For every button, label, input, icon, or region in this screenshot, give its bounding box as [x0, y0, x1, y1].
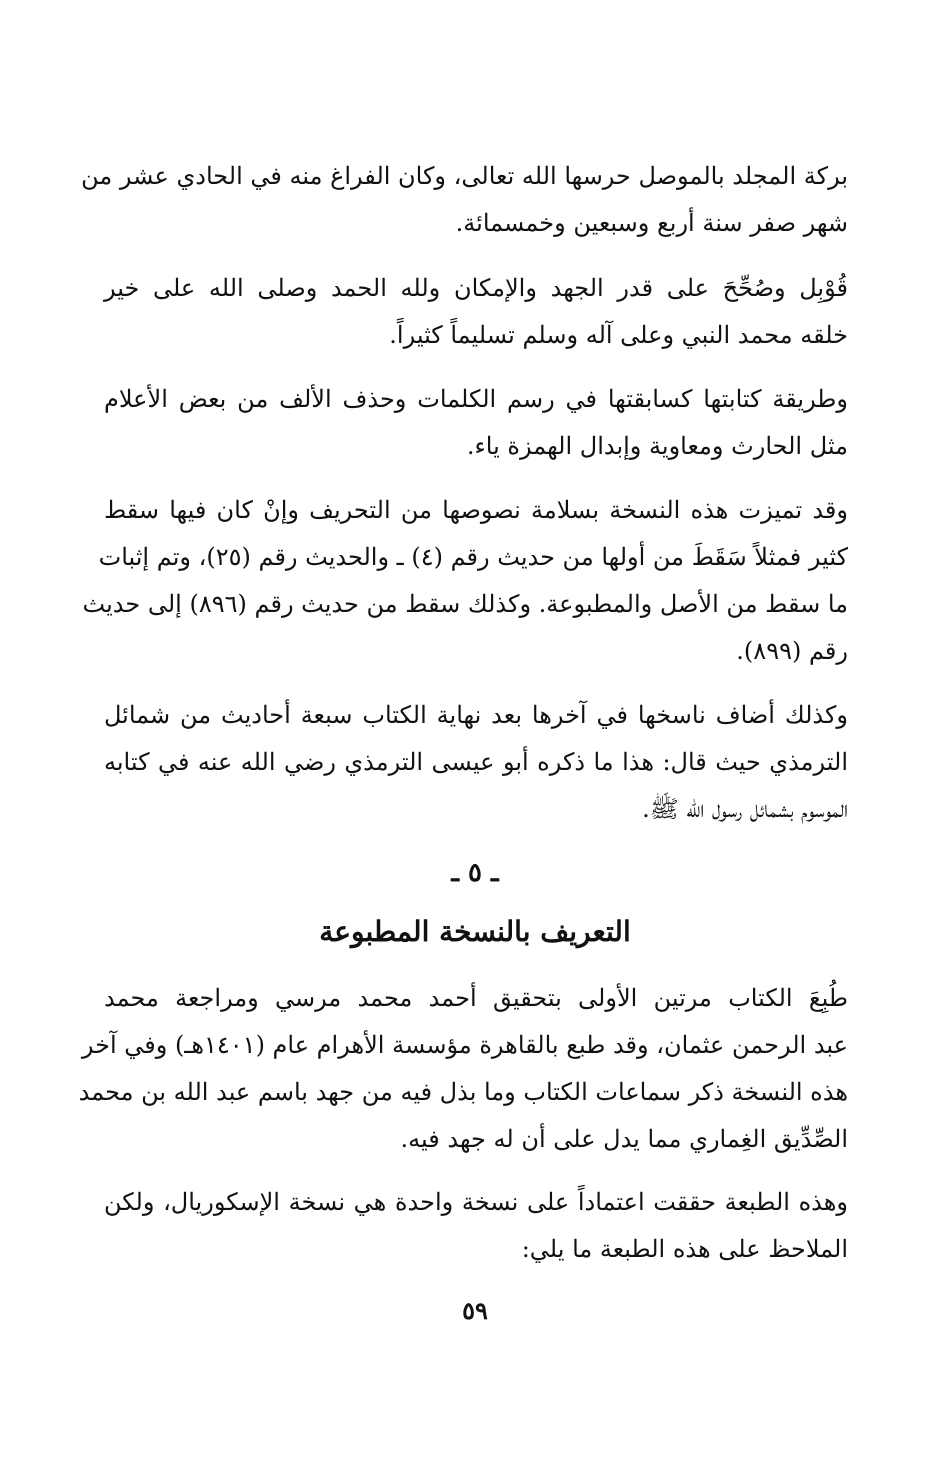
text-line: وطريقة كتابتها كسابقتها في رسم الكلمات وحذف الألف من بعض الأعلام [104, 385, 848, 413]
text-line: ما سقط من الأصل والمطبوعة. وكذلك سقط من حديث رقم (٨٩٦) إلى حديث [82, 590, 848, 618]
paragraph-printed-edition [78, 975, 848, 1163]
paragraph-writing-style [104, 376, 848, 470]
text-line: وهذه الطبعة حققت اعتماداً على نسخة واحدة هي نسخة الإسكوريال، ولكن [104, 1188, 848, 1216]
section-number: ـ ٥ ـ [451, 858, 499, 888]
text-line: طُبِعَ الكتاب مرتين الأولى بتحقيق أحمد محمد مرسي ومراجعة محمد [104, 984, 848, 1012]
paragraph-colophon-date [81, 153, 848, 247]
text-line: الصِّدِّيق الغِماري مما يدل على أن له جهد فيه. [400, 1125, 848, 1153]
text-line: هذه النسخة ذكر سماعات الكتاب وما بذل فيه من جهد باسم عبد الله بن محمد [78, 1078, 848, 1106]
text-line: الملاحظ على هذه الطبعة ما يلي: [521, 1235, 848, 1263]
paragraph-added-hadiths [104, 692, 848, 833]
text-line: شهر صفر سنة أربع وسبعين وخمسمائة. [455, 209, 848, 237]
paragraph-collation-note [104, 265, 848, 359]
text-line: رقم (٨٩٩). [736, 637, 848, 665]
text-line: وكذلك أضاف ناسخها في آخرها بعد نهاية الكتاب سبعة أحاديث من شمائل [104, 701, 848, 729]
text-line: مثل الحارث ومعاوية وإبدال الهمزة ياء. [466, 432, 848, 460]
text-line: قُوْبِل وصُحِّحَ على قدر الجهد والإمكان ولله الحمد وصلى الله على خير [104, 274, 848, 302]
section-title: التعريف بالنسخة المطبوعة [319, 915, 631, 948]
paragraph-manuscript-quality [82, 487, 848, 675]
text-line: بركة المجلد بالموصل حرسها الله تعالى، وكان الفراغ منه في الحادي عشر من [81, 162, 848, 190]
paragraph-edition-remarks [104, 1179, 848, 1273]
text-line: الترمذي حيث قال: هذا ما ذكره أبو عيسى الترمذي رضي الله عنه في كتابه [104, 748, 848, 776]
text-line: وقد تميزت هذه النسخة بسلامة نصوصها من التحريف وإنْ كان فيها سقط [104, 496, 848, 524]
text-line: كثير فمثلاً سَقَطَ من أولها من حديث رقم (٤) ـ والحديث رقم (٢٥)، وتم إثبات [98, 543, 848, 571]
text-line: عبد الرحمن عثمان، وقد طبع بالقاهرة مؤسسة الأهرام عام (١٤٠١هـ) وفي آخر [81, 1031, 848, 1059]
page-number: ٥٩ [462, 1296, 488, 1325]
text-line: الموسوم بشمائل رسول الله ﷺ. [642, 795, 848, 823]
text-line: خلقه محمد النبي وعلى آله وسلم تسليماً كثيراً. [389, 321, 848, 349]
